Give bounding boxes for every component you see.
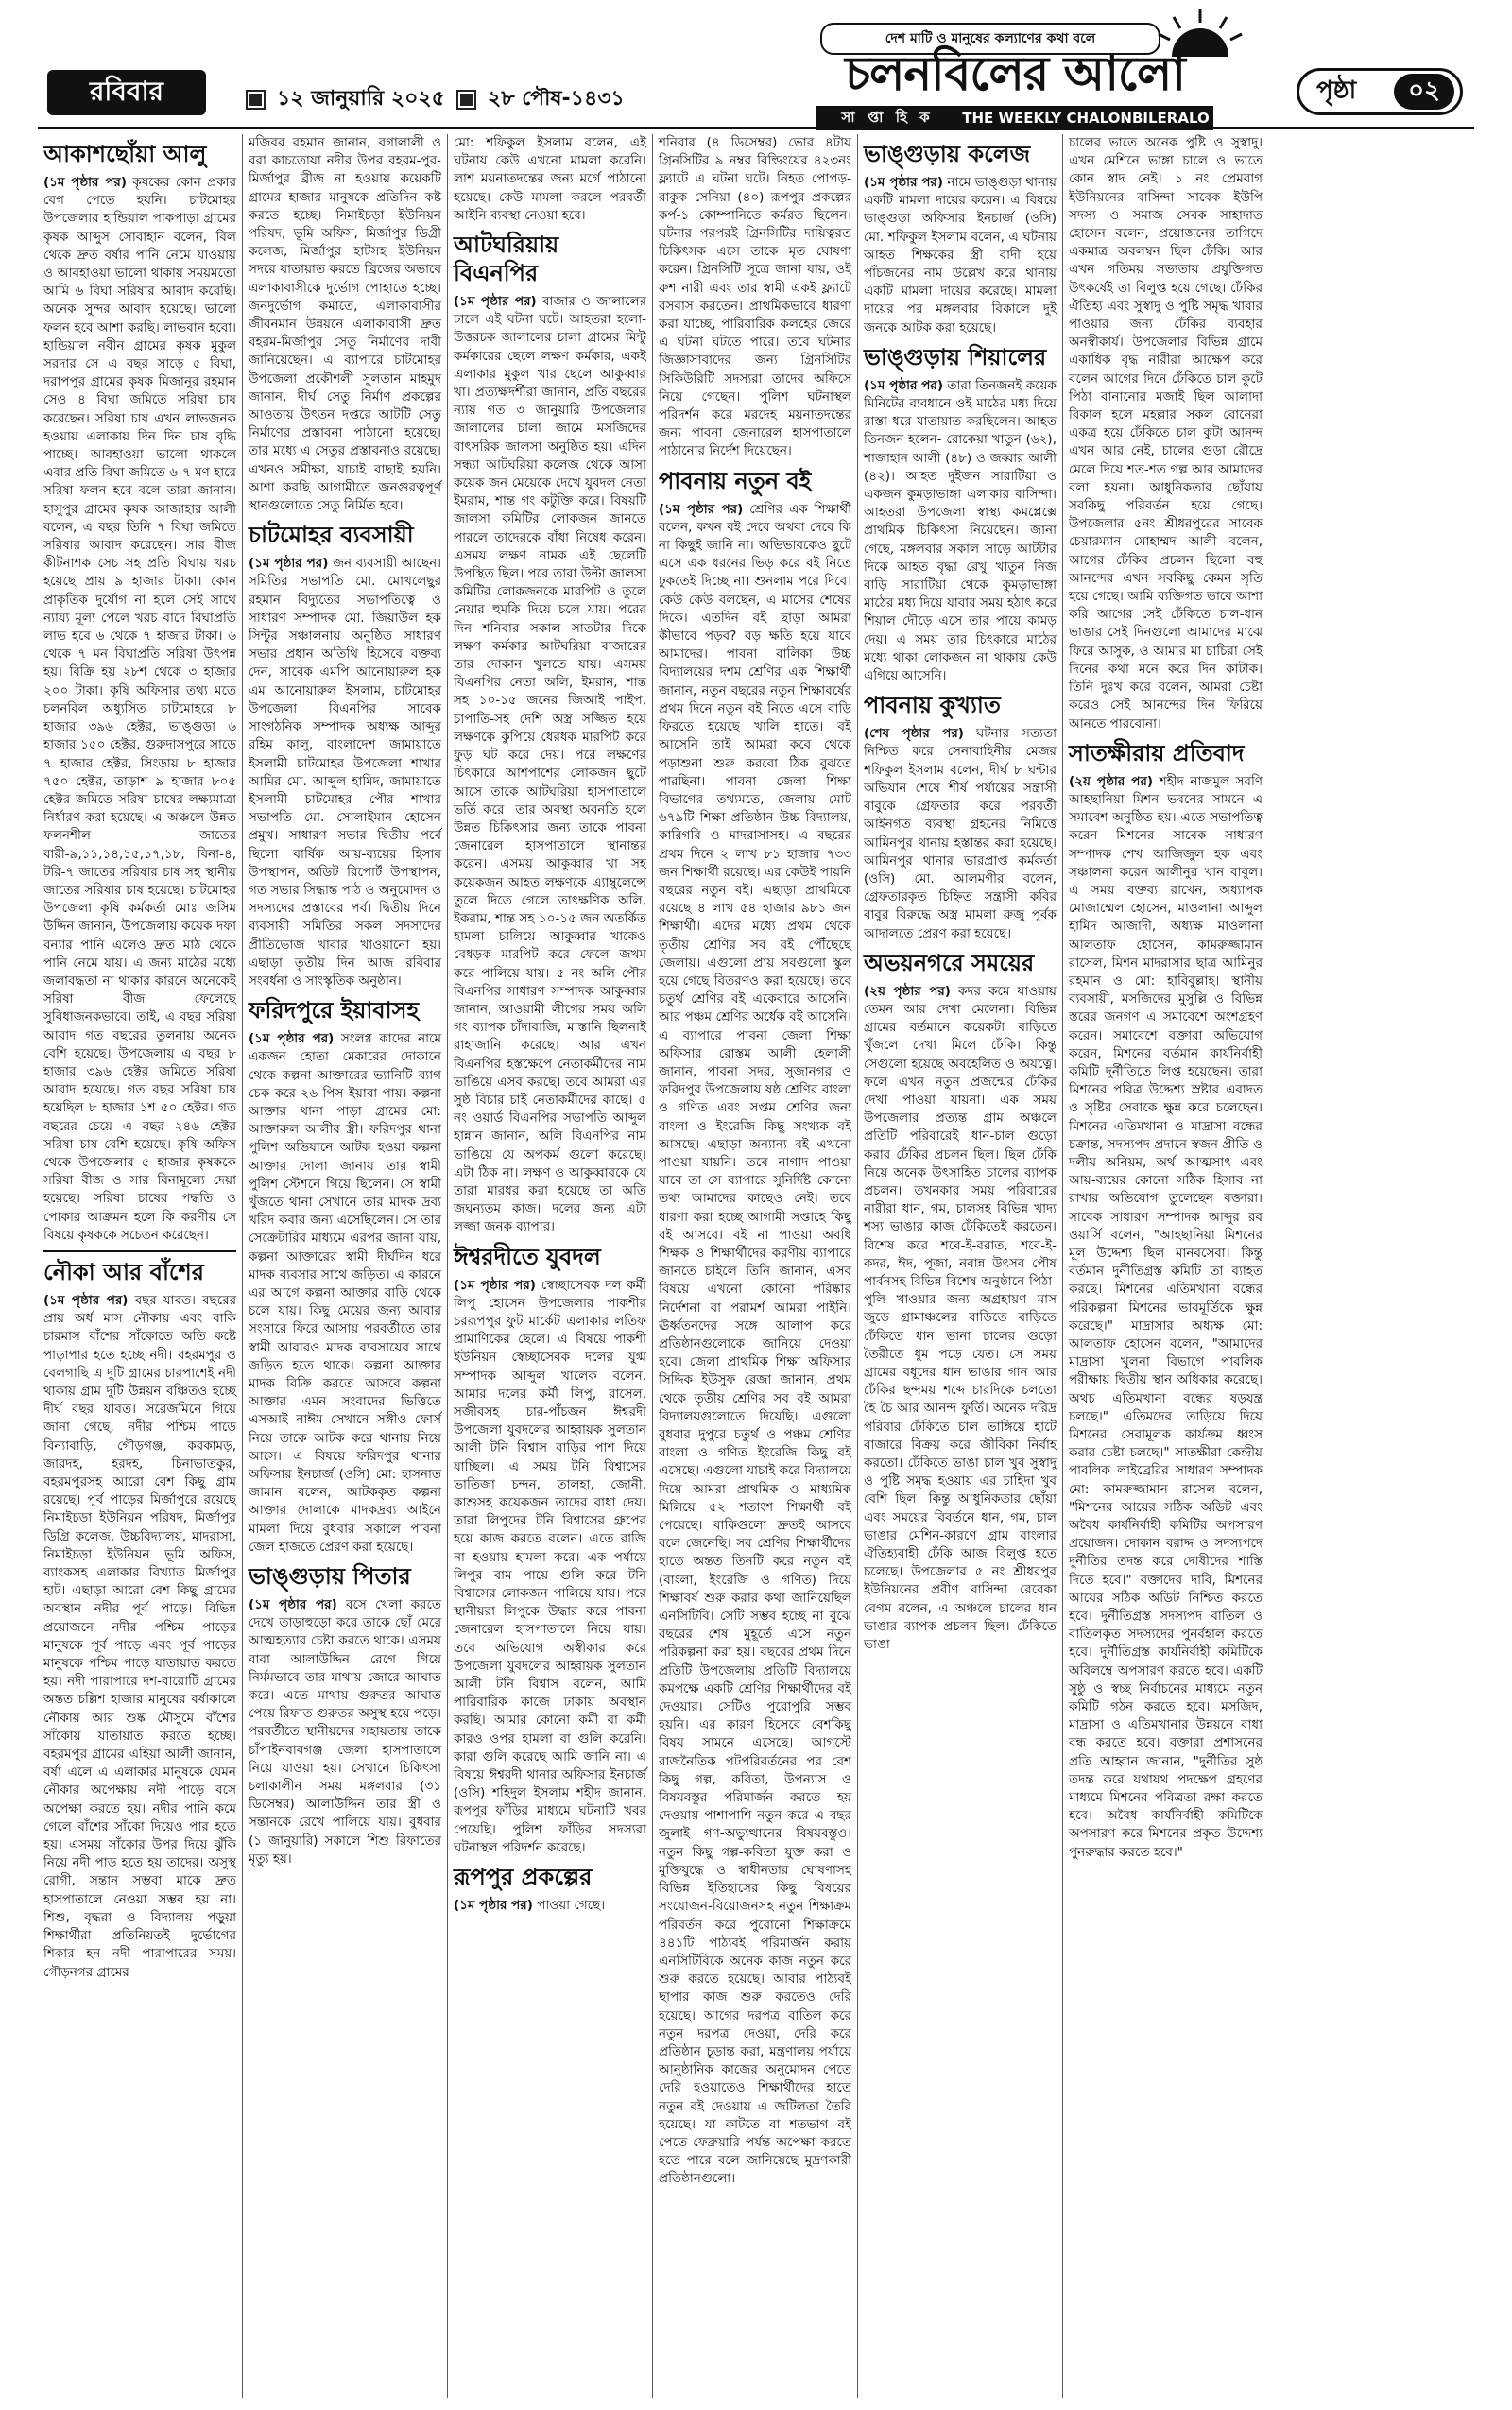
headline-satkhiray-protibad: সাতক্ষীরায় প্রতিবাদ — [1069, 738, 1245, 766]
article-body — [659, 501, 851, 2189]
article-text: শনিবার (৪ ডিসেম্বর) ভোর ৪টায় গ্রিনসিটির ৯ নম্বর বিল্ডিংয়ের ৪২৩নং ফ্ল্যাটে এ ঘটনা ঘটে। নিহত পোপড়-রাকুক সেনিয়া (৪০) রূপপুর প্রকল্পের কর্প-১ কোম্পানিতে কর্মরত ছিলেন। ঘটনার পরপরই গ্রিনসিটির দায়িত্বরত চিকিৎসক এসে তাকে মৃত ঘোষণা করেন। গ্রিনসিটি সূত্রে জানা যায়, ওই রুশ নারী এবং তার স্বামী একই ফ্ল্যাটে বসবাস করতেন। প্রাথমিকভাবে ধারণা করা যাচ্ছে, পারিবারিক কলহের জেরে এ ঘটনা ঘটতে পারে। তবে ঘটনার জিজ্ঞাসাবাদের জন্য গ্রিনসিটির সিকিউরিটি সদস্যরা তাদের অফিসে নিয়ে গেছেন। পুলিশ ঘটনাস্থল পরিদর্শন করে মরদেহ ময়নাতদন্তের জন্য পাবনা জেনারেল হাসপাতালে পাঠানোর নির্দেশ দিয়েছেন। — [659, 135, 851, 459]
headline-chatmohor-byabosayi: চাটমোহর ব্যবসায়ী — [249, 521, 414, 549]
column-6 — [1063, 134, 1268, 2398]
continuation-label: (১ম পৃষ্ঠার পর) — [454, 1277, 536, 1293]
article-body — [864, 377, 1057, 685]
continuation-label: (১ম পৃষ্ঠার পর) — [454, 294, 537, 310]
continuation-label: (১ম পৃষ্ঠার পর) — [249, 1597, 337, 1613]
header-rule — [38, 127, 1474, 129]
headline-nouka-ar-basher: নৌকা আর বাঁশের — [43, 1257, 204, 1285]
article-body — [454, 1277, 646, 1858]
date-line — [248, 85, 777, 113]
continuation-label: (শেষ পৃষ্ঠার পর) — [864, 726, 964, 742]
article-text: মো: শফিকুল ইসলাম বলেন, এই ঘটনায় কেউ এখনো মামলা করেনি। লাশ ময়নাতদন্তের জন্য মর্গে পাঠানো হয়েছে। কেউ মামলা করলে পরবর্তী আইনি ব্যবস্থা নেওয়া হবে। — [454, 135, 646, 223]
article-body — [864, 983, 1057, 1655]
column-2 — [243, 134, 448, 2398]
article-body — [249, 555, 441, 990]
continuation-label: (১ম পৃষ্ঠার পর) — [249, 556, 329, 572]
article-body — [43, 174, 236, 1245]
article-divider — [43, 1250, 236, 1252]
subtitle-bangla: সা প্তা হি ক — [841, 108, 934, 126]
article-body — [864, 725, 1057, 942]
headline-bhangurai-pitar: ভাঙ্গুড়ায় পিতার — [249, 1562, 411, 1591]
square-bullet-icon — [458, 92, 474, 108]
headline-ruppur-prokolper: রূপপুর প্রকল্পের — [454, 1863, 593, 1891]
subtitle-english: THE WEEKLY CHALONBILERALO — [962, 110, 1210, 127]
article-text: মজিবর রহমান জানান, বগালালী ও বরা কাচতোয়া নদীর উপর বহরম-পুর-মির্জাপুর ব্রীজ না হওয়ায় কয়েকটি গ্রামের হাজার মানুষকে প্রতিদিন কষ্ট করতে হচ্ছে। নিমাইচড়া ইউনিয়ন পরিষদ, ভূমি অফিস, মির্জাপুর ডিগ্রী কলেজ, মির্জাপুর হাটসহ ইউনিয়ন সদরে যাতায়াত করতে ব্রিজের অভাবে এলাকাবাসীকে দুর্ভোগ পোহাতে হচ্ছে। জনদুর্ভোগ কমাতে, এলাকাবাসীর জীবনমান উন্নয়নে এলাকাবাসী দ্রুত বহরম-মির্জাপুর সেতু নির্মাণের দাবী জানিয়েছেন। এ ব্যাপারে চাটমোহর উপজেলা প্রকৌশলী সুলতান মাহমুদ জানান, দীর্ঘ সেতু নির্মাণ প্রকল্পের আওতায় উৎতন দপ্তরে আটটি সেতু নির্মাণের প্রস্তাবনা পাঠানো হয়েছে। তার মধ্যে এ সেতুর প্রস্তাবনাও রয়েছে। এখনও সমীক্ষা, যাচাই বাছাই হয়নি। আশা করছি আগামীতে জনগুরত্বপূর্ণ স্থানগুলোতে সেতু নির্মিত হবে। — [249, 135, 441, 514]
article-text: শহীদ নাজমুল সরণি আহছানিয়া মিশন ভবনের সামনে এ সমাবেশ অনুষ্ঠিত হয়। এতে সভাপতিত্ব করেন মিশনের সাবেক সাধারণ সম্পাদক শেখ আজিজুল হক এবং সঞ্চালনা করেন আলীনুর খান বাবুল। এ সময় বক্তব্য রাখেন, অধ্যাপক মোজাম্মেল হোসেন, মাওলানা আব্দুল হামিদ আজাদী, অধ্যক্ষ মাওলানা আলতাফ হোসেন, কামরুজ্জামান রাসেল, মিশন মাদরাসার ছাত্র আমিনুর রহমান ও মো: হাবিবুল্লাহ। স্থানীয় ব্যবসায়ী, মসজিদের মুসুল্লি ও বিভিন্ন স্তরের জনগণ এ সমাবেশে অংশগ্রহণ করেন। সমাবেশে বক্তারা অভিযোগ করেন, মিশনের বর্তমান কার্যনির্বাহী কমিটি দুর্নীতিতে লিপ্ত হয়েছেন। তারা মিশনের পবিত্র উদ্দেশ্য স্রষ্টার এবাদত ও সৃষ্টির সেবাকে ক্ষুন্ন করে চলেছেন। মিশনের এতিমখানা ও মাদ্রাসা বন্ধের চক্রান্ত, সদস্যপদ প্রদানে স্বজন প্রীতি ও দলীয় অনিয়ম, অর্থ আত্মসাৎ এবং আয়-ব্যয়ের কোনো সঠিক হিসাব না রাখার অভিযোগ তুলেছেন বক্তারা। সাবেক সাধারণ সম্পাদক আব্দুর রব ওয়ার্সি বলেন, "আহছানিয়া মিশনের মূল উদ্দেশ্য ছিল মানবসেবা। কিন্তু বর্তমান দুর্নীতিগ্রস্ত কমিটি তা ব্যাহত করছে। মিশনের এতিমখানা বন্ধের পরিকল্পনা মিশনের ভাবমূর্তিকে ক্ষুন্ন করেছে।" মাদ্রাসার অধ্যক্ষ মো: আলতাফ হোসেন বলেন, "আমাদের মাদ্রাসা খুলনা বিভাগে পাবলিক পরীক্ষায় দ্বিতীয় স্থান অধিকার করেছে। অথচ এতিমখানা বন্ধের ষড়যন্ত্র চলছে।" এতিমদের তাড়িয়ে দিয়ে মিশনের সেবামূলক কার্যক্রম ধ্বংস করার চেষ্টা চলছে।" সাতক্ষীরা কেন্দ্রীয় পাবলিক লাইব্রেরির সাধারণ সম্পাদক মো: কামরুজ্জামান রাসেল বলেন, "মিশনের আয়ের সঠিক অডিট এবং অবৈধ কার্যনির্বাহী কমিটির অপসারণ প্রয়োজন। দোকান বরাদ্দ ও সদস্যপদে দুর্নীতির তদন্ত করে দোষীদের শাস্তি দিতে হবে।" বক্তাদের দাবি, মিশনের আয়ের সঠিক অডিট নিশ্চিত করতে হবে। দুর্নীতিগ্রস্ত সদস্যপদ বাতিল ও বাতিলকৃত সদস্যদের পুনর্বহাল করতে হবে। দুর্নীতিগ্রস্ত কার্যনির্বাহী কমিটিকে অবিলম্বে অপসারণ করতে হবে। একটি সুষ্ঠু ও স্বচ্ছ নির্বাচনের মাধ্যমে নতুন কমিটি গঠন করতে হবে। মসজিদ, মাদ্রাসা ও এতিমখানার উন্নয়নে বাধা বন্ধ করতে হবে। বক্তারা প্রশাসনের প্রতি আহ্বান জানান, "দুর্নীতির সুষ্ঠ তদন্ত করে যথাযথ পদক্ষেপ গ্রহণের মাধ্যমে মিশনের পবিত্রতা রক্ষা করতে হবে। অবৈধ কার্যনির্বাহী কমিটিকে অপসারণ করে মিশনের প্রকৃত উদ্দেশ্য পুনরুদ্ধার করতে হবে।" — [1069, 773, 1263, 1860]
article-text: পাওয়া গেছে। — [537, 1898, 606, 1914]
page-number: ০২ — [1394, 74, 1454, 110]
article-text: চালের ভাতে অনেক পুষ্টি ও সুস্বাদু। এখন মেশিনে ভাঙ্গা চালে ও ভাতে কোন স্বাদ নেই। ১ নং প্রেমবাগ ইউনিয়নের বাসিন্দা সাবেক ইউপি সদস্য ও সমাজ সেবক সাহাদাত হোসেন বলেন, প্রয়োজনের তাগিদে একমাত্র অবলম্বন ছিল ঢেঁকি। আর এখন গতিময় সভ্যতায় প্রযুক্তিগত উৎকর্ষেই তা বিলুপ্ত হয়ে গেছে। ঢেঁকির ঐতিহ্য এবং সুস্বাদু ও পুষ্টি সমৃদ্ধ খাবার পাওয়ার জন্য ঢেঁকির ব্যবহার অনস্বীকার্য। উপজেলার বিভিন্ন গ্রামে একাধিক বৃদ্ধ নারীরা আক্ষেপ করে বলেন আগের দিনে ঢেঁকিতে চাল কুটে পিঠা বানানোর মজাই ছিল আলাদা বিকাল হলে মহল্লার সকল বোনেরা একত্র হয়ে ঢেঁকিতে চাল কুটা আনন্দ এখন আর নেই, চালের গুড়া রৌদ্রে মেলে দিয়ে শত-শত গল্প আর আমাদের বলা হয়না। আধুনিকতার ছোঁয়ায় সবকিছু পরিবর্তন হয়ে গেছে। উপজেলার ৫নং শ্রীধরপুরের সাবেক চেয়ারম্যান মোহাম্মদ আলী বলেন, আগের ঢেঁকির প্রচলন ছিলো বহু আনন্দের এখন সবকিছু কেমন সৃতি হয়ে গেছে। আমি ব্যক্তিগত ভাবে আশা করি আগের সেই ঢেঁকিতে চাল-ধান ভাঙার সেই দিনগুলো আমাদের মাঝে ফিরে আসুক, ও আমার মা চাচিরা সেই দিনের কথা মনে করে দিন কাটাক। তিনি দুঃখ করে বলেন, আমরা চেষ্টা করেও সেই আনন্দের দিন ফিরিয়ে আনতে পারবোনা। — [1069, 135, 1263, 732]
article-body — [1069, 773, 1263, 1862]
date-english: ১২ জানুয়ারি ২০২৫ — [277, 86, 446, 111]
article-text: জন ব্যবসায়ী আছেন। সমিতির সভাপতি মো. মোখলেছুর রহমান বিদ্যুতের সভাপতিত্বে ও সাধারণ সম্পাদক মো. জিয়াউল হক সিন্টুর সঞ্চালনায় অনুষ্ঠিত সাধারণ সভার প্রধান অতিথি হিসেবে বক্তব্য দেন, সাবেক এমপি আনোয়ারুল হক এম আনোয়ারুল ইসলাম, চাটমোহর উপজেলা বিএনপির সাবেক সাংগঠনিক সম্পাদক অধ্যক্ষ আব্দুর রহিম কালু, বাংলাদেশ জামায়াতে ইসলামী চাটমোহর উপজেলা শাখার আমির মো. আব্দুল হামিদ, জামায়াতে ইসলামী চাটমোহর পৌর শাখার সভাপতি মো. সোলাইমান হোসেন প্রমুখ। সাধারণ সভার দ্বিতীয় পর্বে ছিলো বার্ষিক আয়-ব্যয়ের হিসাব উপস্থাপন, অডিট রিপোর্ট উপস্থাপন, গত সভার সিদ্ধান্ত পাঠ ও অনুমোদন ও সদস্যদের প্রস্তাবের পর্ব। দ্বিতীয় দিনে ব্যবসায়ী সমিতির সকল সদস্যদের প্রীতিভোজ খাবার খাওয়ানো হয়। এছাড়া তৃতীয় দিন আজ রবিবার সংবর্ধনা ও সাংস্কৃতিক অনুষ্ঠান। — [249, 556, 442, 989]
article-text: তারা তিনজনই কয়েক মিনিটের ব্যবধানে ওই মাঠের মধ্য দিয়ে রাস্তা ধরে যাতায়াত করছিলেন। আহত তিনজন হলেন- রোকেয়া খাতুন (৬২), শাজাহান আলী (৪৮) ও জব্বার আলী (৪২)। আহত দুইজন সারাটিয়া ও একজন কুমড়াভাঙ্গা এলাকার বাসিন্দা। আহতরা উপজেলা স্বাস্থ্য কমপ্লেক্সে প্রাথমিক চিকিৎসা নিয়েছেন। জানা গেছে, মঙ্গলবার সকাল সাড়ে আটটার দিকে আহত বৃদ্ধা রেখু খাতুন নিজ বাড়ি সারাটিয়া থেকে কুমড়াভাঙ্গা মাঠের মধ্য দিয়ে যাবার সময় হঠাৎ করে শিয়াল দৌড়ে এসে তার পায়ে কামড় দেয়। এ সময় তার চিৎকারে মাঠের মধ্যে থাকা লোকজন না থাকায় কেউ এগিয়ে আসেনি। — [864, 377, 1057, 684]
page-label: পৃষ্ঠা — [1316, 77, 1357, 105]
article-columns — [38, 134, 1474, 2398]
continuation-label: (১ম পৃষ্ঠার পর) — [864, 377, 944, 393]
continuation-label: (১ম পৃষ্ঠার পর) — [249, 1031, 335, 1047]
day-label: রবিবার — [47, 70, 206, 115]
article-text: শ্রেণির এক শিক্ষার্থী বলেন, কখন বই দেবে অথবা দেবে কি না কিছুই জানি না। অভিভাবকেও ছুটে এসে এক ধরনের ভিড় করে বই নিতে ঢুকতেই দিচ্ছে না। শুনলাম পরে দিবে। কেউ কেউ বলছেন, এ মাসের শেষের দিকে। এতদিন বই ছাড়া আমরা কীভাবে পড়ব? বড় ক্ষতি হয়ে যাবে আমাদের। পাবনা বালিকা উচ্চ বিদ্যালয়ের দশম শ্রেণির এক শিক্ষার্থী জানান, নতুন বছরের নতুন শিক্ষাবর্ষের প্রথম দিনে নতুন বই নিতে এসে বাড়ি ফিরতে হয়েছে খালি হাতে। বই আসেনি তাই আমরা কবে থেকে পড়াশুনা শুরু করবো ঠিক বুঝতে পারছিনা। পাবনা জেলা শিক্ষা বিভাগের তথ্যমতে, জেলায় মোট ৬৭৯টি শিক্ষা প্রতিষ্ঠান উচ্চ বিদ্যালয়, কারিগরি ও মাদরাসাসহ। এ বছরের প্রথম দিনে ২ লাখ ৮১ হাজার ৭৩৩ জন শিক্ষার্থী রয়েছে। এর কেউই পায়নি বছরের নতুন বই। এছাড়া প্রাথমিকে রয়েছে ৪ লাখ ৫৪ হাজার ৯৮১ জন শিক্ষার্থী। এদের মধ্যে প্রথম থেকে তৃতীয় শ্রেণির সব বই পৌঁছেছে জেলায়। এগুলো প্রায় সবগুলো স্কুল হয়ে গেছে বিতরণও করা হয়েছে। তবে চতুর্থ শ্রেণির বই একেবারে আসেনি। আর পঞ্চম শ্রেণির অর্ধেক বই আসেনি। এ ব্যাপারে পাবনা জেলা শিক্ষা অফিসার রোস্তম আলী হেলালী জানান, পাবনা সদর, সুজানগর ও ফরিদপুর উপজেলায় ষষ্ঠ শ্রেণির বাংলা ও গণিত এবং সপ্তম শ্রেণির জন্য বাংলা ও ইংরেজি কিছু সংখ্যক বই আসছে। এছাড়া অন্যান্য বই এখনো পাওয়া যায়নি। তবে নাগাদ পাওয়া যাবে তা সে ব্যাপারে সুনির্দিষ্ট কোনো তথ্য আমাদের কাছেও নেই। তবে ধারণা করা হচ্ছে আগামী সপ্তাহে কিছু বই আসবে। বই না পাওয়া অবধি শিক্ষক ও শিক্ষার্থীদের করণীয় ব্যাপারে জানতে চাইলে তিনি জানান, এসব বিষয়ে এখনো কোনো পরিষ্কার নির্দেশনা বা পরামর্শ আমরা পাইনি। ঊর্ধ্বতনদের সঙ্গে আলাপ করে প্রতিষ্ঠানগুলোকে জানিয়ে দেওয়া হবে। জেলা প্রাথমিক শিক্ষা অফিসার সিদ্দিক ইউসুফ রেজা জানান, প্রথম থেকে তৃতীয় শ্রেণির সব বই আমরা বিদ্যালয়গুলোতে দিয়েছি। এগুলো বুধবার দুপুরে চতুর্থ ও পঞ্চম শ্রেণির বাংলা ও গণিত ইংরেজি কিছু বই এসেছে। এগুলো যাচাই করে বিদ্যালয়ে দিয়ে আমরা প্রাথমিক ও মাধ্যমিক মিলিয়ে ৫২ শতাংশ শিক্ষার্থী বই পেয়েছে। বাকিগুলো দ্রুতই আসবে বলে জেনেছি। সব শ্রেণির শিক্ষার্থীদের হাতে অন্তত তিনটি করে নতুন বই (বাংলা, ইংরেজি ও গণিত) দিয়ে শিক্ষাবর্ষ শুরু করার কথা জানিয়েছিল এনসিটিবি। সেটি সম্ভব হচ্ছে না বুঝে বছরের শেষ মুহূর্তে এসে নতুন পরিকল্পনা করা হয়। বছরের প্রথম দিনে প্রতিটি উপজেলায় প্রতিটি বিদ্যালয়ে কমপক্ষে একটি শ্রেণির শিক্ষার্থীদের বই দেওয়ার। সেটিও পুরোপুরি সম্ভব হয়নি। এর কারণ হিসেবে বেশকিছু বিষয় সামনে এসেছে। আগস্টে রাজনৈতিক পটপরিবর্তনের পর বেশ কিছু গল্প, কবিতা, উপন্যাস ও বিষয়বস্তুর পরিমার্জন করতে হয় দেওয়ায় পাশাপাশি নতুন করে এ বছর জুলাই গণ-অভ্যুত্থানের বিষয়বস্তুও। নতুন কিছু গল্প-কবিতা যুক্ত করা ও মুক্তিযুদ্ধে ও স্বাধীনতার ঘোষণাসহ বিভিন্ন ইতিহাসের কিছু বিষয়ের সংযোজন-বিয়োজনসহ নতুন শিক্ষাক্রম পরিবর্তন করে পুরোনো শিক্ষাক্রমে ৪৪১টি পাঠ্যবই পরিমার্জন করায় এনসিটিবিকে অনেক কাজ নতুন করে শুরু করতে হয়েছে। আবার পাঠ্যবই ছাপার কাজ শুরু করতেও দেরি হয়েছে। আগের দরপত্র বাতিল করে নতুন দরপত্র দেওয়া, দেরি করে প্রতিষ্ঠান চূড়ান্ত করা, মন্ত্রণালয় পর্যায়ে আনুষ্ঠানিক কাজের অনুমোদন পেতে দেরি হওয়াতেও শিক্ষার্থীদের হাতে নতুন বই দেওয়ায় এ জটিলতা তৈরি হয়েছে। যা কাটতে বা শতভাগ বই পেতে ফেব্রুয়ারি পর্যন্ত অপেক্ষা করতে হতে পারে বলে জানিয়েছে মুদ্রণকারী প্রতিষ্ঠানগুলো। — [659, 501, 851, 2187]
article-body — [659, 134, 851, 461]
square-bullet-icon — [248, 92, 264, 108]
continuation-label: (১ম পৃষ্ঠার পর) — [659, 501, 744, 517]
continuation-label: (১ম পৃষ্ঠার পর) — [43, 1292, 129, 1308]
date-bangla: ২৮ পৌষ-১৪৩১ — [488, 86, 625, 111]
article-body — [249, 1596, 441, 1868]
article-text: কদর কমে যাওয়ায় তেমন আর দেখা মেলেনা। বিভিন্ন গ্রামের বর্তমানে কয়েকটা বাড়িতে খুঁজলে দেখা মিলে ঢেঁকি। কিন্তু সেগুলো হয়েছে অবহেলিত ও অযত্নে। ফলে এখন নতুন প্রজন্মের ঢেঁকির দেখা পাওয়া যায়না। এক সময় উপজেলার প্রত্যন্ত গ্রাম অঞ্চলে প্রতিটি পরিবারেই ধান-চাল গুড়ো করার ঢেঁকির প্রচলন ছিল। ছিল ঢেঁকি নিয়ে অনেক উৎসাহিত চালের ব্যাপক প্রচলন। তখনকার সময় পরিবারের নারীরা ধান, গম, চালসহ বিভিন্ন খাদ্য শস্য ভাঙার কাজ ঢেঁকিতেই করতেন। বিশেষ করে শবে-ই-বরাত, শবে-ই-কদর, ঈদ, পূজা, নবান্ন উৎসব পৌষ পার্বনসহ বিভিন্ন বিশেষ অনুষ্ঠানে পিঠা-পুলি খাওয়ার জন্য অগ্রহায়ণ মাস জুড়ে গ্রামাঞ্চলের বাড়িতে বাড়িতে ঢেঁকিতে ধান ভানা চালের গুড়ো তৈরীতে ধুম পড়ে যেত। সে সময় গ্রামের বধূদের ধান ভাঙার গান আর ঢেঁকির ছন্দময় শব্দে চারদিকে চলতো হৈ চৈ আর আনন্দ ফুর্তি। অনেক দরিদ্র পরিবার ঢেঁকিতে চাল ভাঙ্গিয়ে হাটে বাজারে বিক্রয় করে জীবিকা নির্বাহ করতো। ঢেঁকিতে ভাঙা চাল খুব সুস্বাদু ও পুষ্টি সমৃদ্ধ হওয়ায় এর চাহিদা খুব বেশি ছিল। কিন্তু আধুনিকতার ছোঁয়া এবং সময়ের বিবর্তনে ধান, গম, চাল ভাঙার মেশিন-কারণে গ্রাম বাংলার ঐতিহ্যবাহী ঢেঁকি আজ বিলুপ্ত হতে চলেছে। উপজেলার ৫ নং শ্রীধরপুর ইউনিয়নের প্রবীণ বাসিন্দা রেবেকা বেগম বলেন, এ অঞ্চলে চালের ধান ভাঙার ব্যাপক প্রচলন ছিল। ঢেঁকিতে ভাঙা — [864, 983, 1057, 1653]
article-text: নামে ভাঙ্গুড়া থানায় একটি মামলা দায়ের করেন। এ বিষয়ে ভাঙ্গুড়া অফিসার ইনচার্জ (ওসি) মো. শফিকুল ইসলাম বলেন, এ ঘটনায় আহত শিক্ষকের স্ত্রী বাদী হয়ে পাঁচজনের নাম উল্লেখ করে থানায় একটি মামলা দায়ের করেছে। মামলা দায়ের পর মঙ্গলবার বিকালে দুই জনকে আটক করা হয়েছে। — [864, 175, 1057, 336]
article-text: বাজার ও জালালের ঢালে এই ঘটনা ঘটে। আহতরা হলো-উত্তরচক জালালের চালা গ্রামের মিন্টু কর্মকারের ছেলে লক্ষণ কর্মকার, একই এলাকার মুকুল খার ছেলে আকুব্বার খা। প্রত্যক্ষদর্শীরা জানান, প্রতি বছরের ন্যায় গত ৩ জানুয়ারি উপজেলার জালালের চালা জামে মসজিদের বাৎসরিক জালসা অনুষ্ঠিত হয়। এদিন সন্ধ্যা আটঘরিয়া কলেজ থেকে আসা কয়েক জন মেয়েকে দেখে যুবদল নেতা ইমরাম, শান্ত গং কটুক্তি করে। বিষয়টি জালসা কমিটির লোকজন জানতে পারলে তাদেরকে বাঁধা নিষেধ করেন। এসময় লক্ষণ নামক এই ছেলেটি উপস্থিত ছিল। পরে তারা উল্টা জালসা কমিটির লোকজনকে মারপিট ও তুলে নেয়ার হুমকি দিয়ে চলে যায়। পরের দিন শনিবার সকাল সাতটার দিকে লক্ষণ কর্মকার আটঘরিয়া বাজারের তার দোকান খুলতে যায়। এসময় বিএনপির নেতা অলি, ইমরান, শান্ত সহ ১০-১৫ জনের জিআই পাইপ, চাপাতি-সহ দেশি অস্ত্র সজ্জিত হয়ে লক্ষণকে কুপিয়ে ধেরধক মারপিট করে ফুড় ঘট করে দেয়। পরে লক্ষণের চিৎকারে আশপাশের লোকজন ছুটে আসে তাকে আটঘরিয়া হাসপাতালে ভর্তি করে। তার অবস্থা অবনতি হলে উন্নত চিকিৎসার জন্য তাকে পাবনা জেনারেল হাসপাতালে স্থানান্তর করেন। এসময় আকুব্বার খা সহ কয়েকজন আহত লক্ষণকে এ্যাম্বুলেন্সে তুলে দিতে গেলে তাৎক্ষণিক অলি, ইকরাম, শান্ত সহ ১০-১৫ জন অতর্কিত হামলা চালিয়ে আকুব্বার খাকেও বেধড়ক মারপিট করে ফেলে জখম করে পালিয়ে যায়। ৫ নং অলি পৌর বিএনপির সাধারণ সম্পাদক আকুব্বার জানান, আওয়ামী লীগের সময় অলি গং ব্যাপক চাঁদাবাজি, মাস্তানি ছিলনাই রাহাজানি করেছে। আর এখন বিএনপির হস্তক্ষেপে নেতাকর্মীদের নাম ভাঙিয়ে এসব করছে। তবে আমরা এর সুষ্ঠ বিচার চাই নেতাকর্মীদের কাছে। ৫ নং ওয়ার্ড বিএনপির সভাপতি আব্দুল হান্নান জানান, অলি বিএনপির নাম ভাঙিয়ে যে অপকর্ম গুলো করেছে। এটা ঠিক না। লক্ষণ ও আকুব্বারকে যে তারা মারধর করা হয়েছে তা অতি জঘন্যতম কাজ। দলের জন্য এটা লজ্জা জনক ব্যাপার। — [454, 294, 647, 1235]
article-body — [43, 1292, 236, 1982]
article-text: বসে খেলা করতে দেখে তাড়াহুড়ো করে তাকে ছোঁ মেরে আত্মহত্যার চেষ্টা করতে থাকে। এসময় বাবা আলাউদ্দিন রেগে গিয়ে নির্মমভাবে তার মাথায় জোরে আঘাত করে। এতে মাথায় গুরুতর আঘাত পেয়ে রিফাত গুরুতর অসুস্থ হয়ে পড়ে। পরবর্তীতে স্থানীয়দের সহায়তায় তাকে চাঁপাইনবাবগঞ্জ জেলা হাসপাতালে নিয়ে যাওয়া হয়। সেখানে চিকিৎসা চলাকালীন সময় মঙ্গলবার (৩১ ডিসেম্বর) আলাউদ্দিন তার স্ত্রী ও সন্তানকে রেখে পালিয়ে যায়। বুধবার (১ জানুয়ারি) সকালে শিশু রিফাতের মৃত্যু হয়। — [249, 1597, 441, 1867]
article-body — [454, 293, 646, 1237]
headline-bhangurai-shiyaler: ভাঙ্গুড়ায় শিয়ালের — [864, 342, 1047, 370]
column-1 — [38, 134, 243, 2398]
masthead — [0, 0, 1512, 132]
page-number-box — [1297, 68, 1463, 115]
headline-faridpure-yabasoho: ফরিদপুরে ইয়াবাসহ — [249, 996, 420, 1024]
continuation-label: (১ম পৃষ্ঠার পর) — [43, 175, 127, 190]
article-body — [454, 1897, 646, 1915]
headline-ishwardite-jubodol: ঈশ্বরদীতে যুবদল — [454, 1242, 601, 1270]
article-body — [249, 1030, 441, 1557]
article-body — [249, 134, 441, 515]
article-text: সংলগ্ন কাদের নামে একজন হোতা মেকারের দোকানে থেকে কল্পনা আক্তারের ভ্যানিটি ব্যাগ চেক করে ২৬ পিস ইয়াবা পায়। কল্পনা আক্তার থানা পাড়া গ্রামের মো: আক্তারুল আলীর স্ত্রী। ফরিদপুর থানা পুলিশ অভিযানে আটক হওয়া কল্পনা আক্তার দোলা জানায় তার স্বামী পুলিশ স্টেশনে গিয়ে ছিলেন। সে স্বামী খুঁজতে থানা সেখানে তার মাদক দ্রব্য খরিদ কবার জন্য এসেছিলেন। সে তার সেক্রেটারির মাধ্যমে এরপর জানা যায়, কল্পনা আক্তারের স্বামী দীর্ঘদিন ধরে মাদক ব্যবসার সাথে জড়িত। এ কারনে এর আগে কল্পনা আক্তার বাড়ি থেকে চলে যায়। কিছু মেয়ের জন্য আবার সংসারে ফিরে আসায় পরবর্তীতে তার স্বামী আবারও মাদক ব্যবসায়ের সাথে জড়িত হতে থাকে। কল্পনা আক্তার মাদক বিক্রি করতে আসবে কল্পনা আক্তার এমন সংবাদের ভিত্তিতে এসআই নাঈম সেখানে সঙ্গীও ফোর্স নিয়ে তাকে আটক করে থানায় নিয়ে আসে। এ বিষয়ে ফরিদপুর থানার অফিসার ইনচার্জ (ওসি) মো: হাসনাত জামান বলেন, আটককৃত কল্পনা আক্তার দোলাকে মাদকদ্রব্য আইনে মামলা দিয়ে বুধবার সকালে পাবনা জেল হাজতে প্রেরণ করা হয়েছে। — [249, 1031, 442, 1555]
headline-akashchhoa-alu: আকাশছোঁয়া আলু — [43, 140, 207, 167]
article-text: স্বেচ্ছাসেবক দল কর্মী লিপু হোসেন উপজেলার পাকশীর চররূপপুর ফুট মার্কেট এলাকার লতিফ প্রামাণিকের ছেলে। এ বিষয়ে পাকশী ইউনিয়ন স্বেচ্ছাসেবক দলের যুগ্ম সম্পাদক আব্দুল খালেক বলেন, আমার দলের কর্মী লিপু, রাসেল, সজীবসহ চার-পাঁচজন ঈশ্বরদী উপজেলা যুবদলের আহ্বায়ক সুলতান আলী টনি বিশ্বাস বাড়ির পাশ দিয়ে যাচ্ছিল। এ সময় টনি বিশ্বাসের ভাতিজা চন্দন, তালহা, জোনী, কাশুসহ কয়েকজন তাদের বাধা দেয়। তারা লিপুদের টনি বিশ্বাসের গ্রুপের হয়ে কাজ করতে বলেন। এতে রাজি না হওয়ায় হামলা করে। এক পর্যায়ে লিপুর বাম পায়ে গুলি করে টনি বিশ্বাসের লোকজন পালিয়ে যায়। পরে স্থানীয়রা লিপুকে উদ্ধার করে পাবনা জেনারেল হাসপাতালে নিয়ে যায়। তবে অভিযোগ অস্বীকার করে উপজেলা যুবদলের আহ্বায়ক সুলতান আলী টনি বিশ্বাস বলেন, আমি পারিবারিক কাজে ঢাকায় অবস্থান করছি। আমার কোনো কর্মী বা কর্মী কারও ওপর হামলা বা গুলি করেনি। কারা গুলি করেছে আমি জানি না। এ বিষয়ে ঈশ্বরদী থানার অফিসার ইনচার্জ (ওসি) শহিদুল ইসলাম শহীদ জানান, রূপপুর ফাঁড়ির মাধ্যমে ঘটনাটি খবর পেয়েছি। পুলিশ ফাঁড়ির সদস্যরা ঘটনাস্থল পরিদর্শন করেছে। — [454, 1277, 646, 1855]
continuation-label: (২য় পৃষ্ঠার পর) — [1069, 773, 1154, 789]
article-text: কৃষকের কোন প্রকার বেগ পেতে হয়নি। চাটমোহর উপজেলার হান্ডিয়াল পাকপাড়া গ্রামের কৃষক আব্দুস সোবাহান বলেন, বিল থেকে দ্রুত বর্ষার পানি নেমে যাওয়ায় ও আবহাওয়া ভালো থাকায় সময়মতো আমি ৬ বিঘা সরিষার আবাদ করেছি। অনেক সুন্দর আবাদ হয়েছে। ভালো ফলন হবে আশা করছি। লাভবান হবো। হান্ডিয়াল নবীন গ্রামের কৃষক মুকুল সরদার সে এ বছর সাড়ে ৫ বিঘা, দরাপপুর গ্রামের কৃষক মিজানুর রহমান সেও ৪ বিঘা জমিতে সরিষা চাষ করেছেন। সরিষা চাষ এখন লাভজনক হওয়ায় এলাকায় দিন দিন চাষ বৃদ্ধি পাচ্ছে। আবহাওয়া ভালো থাকলে এবার প্রতি বিঘা জমিতে ৬-৭ মণ হারে সরিষা ফলন হবে বলে তারা জানান। হাসুপুর গ্রামের কৃষক আজাহার আলী বলেন, এ বছর তিনি ৭ বিঘা জমিতে সরিষার আবাদ করেছেন। সার বীজ কীটনাশক সেচ সহ প্রতি বিঘায় খরচ হয়েছে প্রায় ৯ হাজার টাকা। কোন প্রাকৃতিক দুর্যোগ না হলে সেই সাথে ন্যায্য মূল্য পেলে খরচ বাদে বিঘাপ্রতি লাভ হবে ৬ থেকে ৭ হাজার টাকা। ৬ থেকে ৭ মন বিঘাপ্রতি সরিষা উৎপন্ন হয়। বিক্রি হয় ২৮শ থেকে ৩ হাজার ২০০ টাকা। কৃষি অফিসার তথ্য মতে চলনবিল অধ্যুসিত চাটমোহরে ৮ হাজার ৩৯৬ হেক্টর, ভাঙ্গুড়া ৬ হাজার ১৫০ হেক্টর, গুরুদাসপুরে সাড়ে ৭ হাজার হেক্টর, সিংড়ায় ৮ হাজার ৭৫০ হেক্টর, তাড়াশ ৯ হাজার ৮০৫ হেক্টর জমিতে সরিষা চাষের লক্ষ্যমাত্রা নির্ধারণ করা হয়েছে। এ অঞ্চলে উন্নত ফলনশীল জাতের বারী-৯,১১,১৪,১৫,১৭,১৮, বিনা-৪, টরি-৭ জাতের সরিষার চাষ সহ স্থানীয় জাতের সরিষার চাষ হয়েছে। চাটমোহর উপজেলা কৃষি কর্মকর্তা মোঃ জসিম উদ্দিন জানান, উপজেলায় কয়েক দফা বন্যার পানি এলেও দ্রুত মাঠ থেকে পানি নেমে যায়। এ জন্য মাঠের মধ্যে জলাবদ্ধতা না থাকার কারনে অনেকেই সরিষা বীজ ফেলেছে সুবিধাজনকভাবে। তাই, এ বছর সরিষা আবাদ গত বছরের তুলনায় অনেক বেশি হয়েছে। উপজেলায় এ বছর ৮ হাজার ৩৯৬ হেক্টর জমিতে সরিষা আবাদ হয়েছে। গত বছর সরিষা চাষ হয়েছিল ৮ হাজার ১শ ৫০ হেক্টর। গত বছরের চেয়ে এ বছর ২৪৬ হেক্টর সরিষা চাষ বেশি হয়েছে। কৃষি অফিস থেকে উপজেলার ৫ হাজার কৃষককে সরিষা বীজ ও সার বিনামূল্যে দেয়া হয়েছে। সরিষা চাষের পদ্ধতি ও পোকার আক্রমন হলে কি করণীয় সে বিষয়ে কৃষককে সচেতন করেছেন। — [43, 175, 236, 1243]
headline-abhoynagore-somoyer: অভয়নগরে সময়ের — [864, 948, 1035, 976]
article-body — [454, 134, 646, 225]
article-body — [1069, 134, 1263, 733]
column-4 — [653, 134, 858, 2398]
continuation-label: (২য় পৃষ্ঠার পর) — [864, 983, 951, 999]
column-3 — [448, 134, 653, 2398]
continuation-label: (১ম পৃষ্ঠার পর) — [454, 1898, 533, 1914]
continuation-label: (১ম পৃষ্ঠার পর) — [864, 175, 944, 190]
headline-bhangurai-college: ভাঙ্গুড়ায় কলেজ — [864, 140, 1031, 167]
tagline: দেশ মাটি ও মানুষের কল্যাণের কথা বলে — [820, 23, 1160, 55]
headline-atghoriyai-bnp: আটঘরিয়ায় বিএনপির — [454, 231, 559, 287]
article-body — [864, 174, 1057, 337]
newspaper-title: চলনবিলের আলো — [845, 44, 1185, 101]
article-text: ঘটনার সত্যতা নিশ্চিত করে সেনাবাহিনীর মেজর শফিকুল ইসলাম বলেন, দীর্ঘ ৮ ঘন্টার অভিযান শেষে শীর্ষ পর্যায়ের সন্ত্রাসী বাবুকে গ্রেফতার করে পরবর্তী আইনগত ব্যবস্থা গ্রহনের নিমিত্তে আমিনপুর থানায় হস্তান্তর করা হয়েছে। আমিনপুর থানার ভারপ্রাপ্ত কর্মকর্তা (ওসি) মো. আলমগীর বলেন, গ্রেফতারকৃত চিহ্নিত সন্ত্রাসী কবির বাবুর বিরুদ্ধে অস্ত্র মামলা রুজু পূর্বক আদালতে প্রেরণ করা হয়েছে। — [864, 726, 1057, 941]
headline-pabnai-notun-boi: পাবনায় নতুন বই — [659, 466, 812, 494]
column-5 — [858, 134, 1063, 2398]
headline-pabnai-kukhyato: পাবনায় কুখ্যাত — [864, 691, 1001, 719]
article-text: বছর যাবত। বছরের প্রায় অর্ধ মাস নৌকায় এবং বাকি চারমাস বাঁশের সাঁকোতে অতি কষ্টে পাড়াপার হতে হচ্ছে নদী। বহরমপুর ও বেলগাছি এ দুটি গ্রামের চারপাশেই নদী থাকায় গ্রাম দুটি উন্নয়ন বঞ্চিতও হচ্ছে দীর্ঘ বছর যাবত। সরেজমিনে গিয়ে জানা গেছে, নদীর পশ্চিম পাড়ে বিন্যাবাড়ি, গৌড়গঞ্জ, করকামড়, জারদহ, হরদহ, চিনাভাতকুর, বহরমপুরসহ আরো বেশ কিছু গ্রাম রয়েছে। পূর্ব পাড়ের মির্জাপুরে রয়েছে নিমাইচড়া ইউনিয়ন পরিষদ, মির্জাপুর ডিগ্রি কলেজ, উচ্চবিদ্যালয়, মাদরাসা, নিমাইচড়া ইউনিয়ন ভূমি অফিস, ব্যাংকসহ এলাকার বিখ্যাত মির্জাপুর হাট। এছাড়া আরো বেশ কিছু গ্রামের অবস্থান নদীর পূর্ব পাড়ে। বিভিন্ন প্রয়োজনে নদীর পশ্চিম পাড়ের মানুষকে পূর্ব পাড়ে এবং পূর্ব পাড়ের মানুষকে পশ্চিম পাড়ে যাতায়াত করতে হয়। নদী পারাপারে দশ-বারোটি গ্রামের অন্তত চল্লিশ হাজার মানুষের বর্ষাকালে নৌকায় আর শুষ্ক মৌসুমে বাঁশের সাঁকোয় যাতায়াত করতে হচ্ছে। বহরমপুর গ্রামের এহিয়া আলী জানান, বর্ষা এলে এ এলাকার মানুষকে যেমন নৌকার অপেক্ষায় নদী পাড়ে বসে অপেক্ষা করতে হয়। নদীর পানি কমে গেলে বাঁশের সাঁকো দিয়েও পার হতে হয়। এসময় সাঁকোর উপর দিয়ে ঝুঁকি নিয়ে নদী পাড় হতে হয় তাদের। অসুস্থ রোগী, সন্তান সম্ভবা মাকে দ্রুত হাসপাতালে নেওয়া সম্ভব হয় না। শিশু, বৃদ্ধরা ও বিদ্যালয় পড়ুয়া শিক্ষার্থীরা প্রতিনিয়তই দুর্ভোগের শিকার হন নদী পারাপারের সময়। গৌড়নগর গ্রামের — [43, 1292, 237, 1980]
